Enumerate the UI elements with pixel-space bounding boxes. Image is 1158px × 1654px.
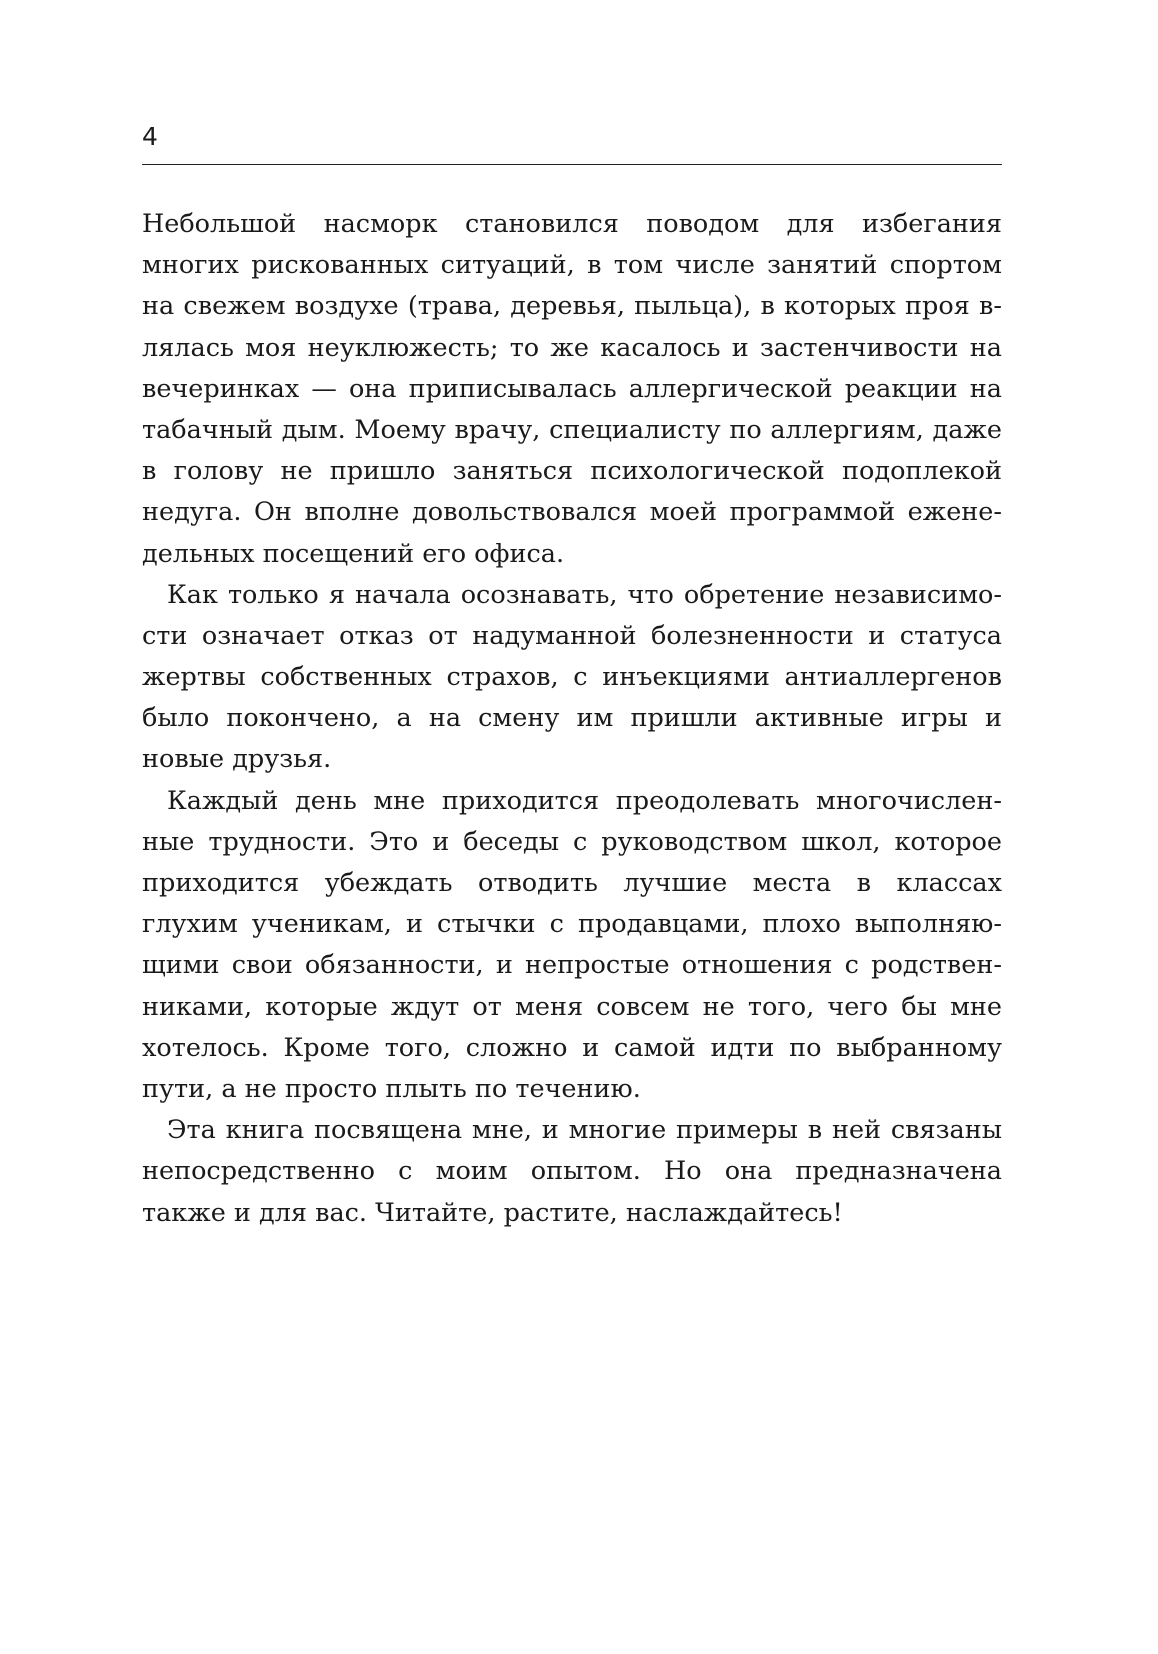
text-line: глухим ученикам, и стычки с продавцами, плохо выполняю-: [142, 909, 1002, 940]
paragraph-2: [142, 575, 1002, 781]
text-line: на свежем воздухе (трава, деревья, пыльца), в которых проя в-: [142, 291, 1002, 322]
text-line: приходится убеждать отводить лучшие места в классах: [142, 868, 1002, 898]
text-line: сти означает отказ от надуманной болезненности и статуса: [142, 620, 1002, 651]
paragraph-1: [142, 204, 1002, 575]
text-line: жертвы собственных страхов, с инъекциями антиаллергенов: [142, 662, 1002, 693]
text-line: Каждый день мне приходится преодолевать многочислен-: [167, 785, 1002, 816]
text-line: дельных посещений его офиса.: [142, 538, 565, 569]
text-line: хотелось. Кроме того, сложно и самой идти по выбранному: [142, 1032, 1002, 1063]
body-text: [142, 204, 1002, 1234]
text-line: Небольшой насморк становился поводом для избегания: [142, 209, 1002, 239]
text-line: ные трудности. Это и беседы с руководством школ, которое: [142, 826, 1002, 857]
text-line: никами, которые ждут от меня совсем не того, чего бы мне: [142, 991, 1002, 1022]
text-line: табачный дым. Моему врачу, специалисту по аллергиям, даже: [142, 414, 1002, 445]
text-line: непосредственно с моим опытом. Но она предназначена: [142, 1156, 1002, 1187]
page-number: 4: [142, 122, 158, 151]
text-line: недуга. Он вполне довольствовался моей программой ежене-: [142, 497, 1002, 528]
header-divider: [142, 164, 1002, 165]
text-line: многих рискованных ситуаций, в том числе занятий спортом: [142, 250, 1002, 281]
text-line: пути, а не просто плыть по течению.: [142, 1073, 641, 1104]
text-line: было покончено, а на смену им пришли активные игры и: [142, 703, 1002, 734]
text-line: вечеринках — она приписывалась аллергической реакции на: [142, 373, 1002, 404]
paragraph-3: [142, 781, 1002, 1111]
text-line: Эта книга посвящена мне, и многие примеры в ней связаны: [167, 1115, 1002, 1146]
text-line: Как только я начала осознавать, что обретение независимо-: [167, 579, 1002, 610]
text-line: лялась моя неуклюжесть; то же касалось и застенчивости на: [142, 332, 1002, 363]
text-line: также и для вас. Читайте, растите, наслаждайтесь!: [142, 1197, 843, 1228]
text-line: новые друзья.: [142, 744, 332, 775]
paragraph-4: [142, 1110, 1002, 1234]
text-line: щими свои обязанности, и непростые отношения с родствен-: [142, 950, 1002, 981]
text-line: в голову не пришло заняться психологической подоплекой: [142, 456, 1002, 487]
